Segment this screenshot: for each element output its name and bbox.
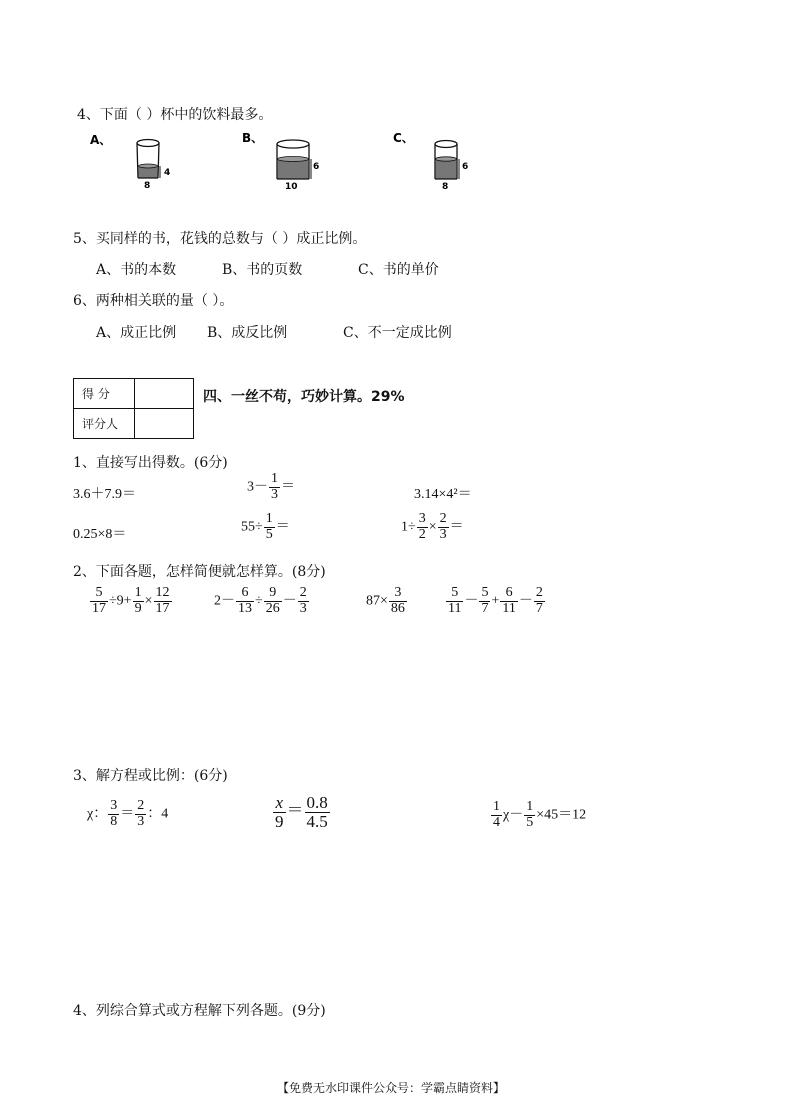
part-3-title: 3、解方程或比例：(6分): [73, 768, 228, 784]
fraction: $\frac{12}{17}$: [155, 585, 170, 616]
fraction: $\frac{3}{8}$: [110, 798, 118, 829]
p1-expr-1: 3.6＋7.9＝: [73, 487, 136, 502]
p1-expr-4: 0.25×8＝: [73, 527, 127, 542]
p1-expr-6: 1÷ $\frac{3}{2}$ × $\frac{2}{3}$ ＝: [401, 511, 464, 542]
fraction: $\frac{3}{2}$: [418, 511, 426, 542]
q5-option-b[interactable]: B、书的页数: [222, 262, 303, 278]
p3-expr-2: $\frac{x}{9}$ ＝ $\frac{0.8}{4.5}$: [275, 793, 328, 831]
fraction: $\frac{2}{7}$: [535, 585, 543, 616]
cup-b[interactable]: [242, 128, 352, 196]
p3-expr-1: χ： $\frac{3}{8}$ ＝ $\frac{2}{3}$ ：4: [87, 798, 169, 829]
cup-b-liquid: [278, 159, 309, 179]
fraction: $\frac{5}{7}$: [481, 585, 489, 616]
cup-b-width-mark: 10: [285, 182, 298, 192]
grader-label: 评分人: [74, 409, 135, 439]
grader-input-cell[interactable]: [135, 409, 194, 439]
q5-option-a[interactable]: A、书的本数: [96, 262, 177, 278]
fraction: $\frac{1}{9}$: [134, 585, 142, 616]
footer-note: 【免费无水印课件公众号：学霸点睛资料】: [277, 1081, 506, 1095]
cup-c-liquid: [436, 159, 457, 179]
cup-c-label: C、: [393, 131, 414, 145]
cup-a-label: A、: [90, 133, 112, 147]
p2-expr-1: $\frac{5}{17}$ ÷9+ $\frac{1}{9}$ × $\frac{12}{17}$: [92, 585, 170, 616]
p2-expr-2: 2－ $\frac{6}{13}$ ÷ $\frac{9}{26}$ － $\frac{2}{3}$: [214, 585, 307, 616]
p1-expr-2: 3－ $\frac{1}{3}$ ＝: [247, 471, 295, 502]
score-box: [73, 378, 194, 439]
fraction: $\frac{0.8}{4.5}$: [306, 793, 328, 831]
cup-c-drawing: [393, 128, 503, 192]
part-1-title: 1、直接写出得数。(6分): [73, 455, 228, 471]
fraction: $\frac{1}{5}$: [526, 799, 534, 830]
fraction: $\frac{6}{13}$: [238, 585, 252, 616]
fraction: $\frac{5}{17}$: [92, 585, 106, 616]
cup-a-width-mark: 8: [144, 181, 151, 191]
fraction: $\frac{1}{4}$: [493, 799, 500, 830]
p1-expr-5: 55÷ $\frac{1}{5}$ ＝: [241, 511, 290, 542]
section-4-title: 四、一丝不苟，巧妙计算。29%: [203, 389, 405, 405]
cup-a-height-mark: 4: [164, 168, 171, 178]
fraction: $\frac{1}{3}$: [271, 471, 278, 502]
question-6-text: 6、两种相关联的量（ ）。: [73, 293, 234, 309]
q6-option-a[interactable]: A、成正比例: [96, 325, 177, 341]
cup-c-height-mark: 6: [462, 162, 469, 172]
cup-b-drawing: [242, 128, 352, 192]
fraction: $\frac{3}{86}$: [390, 585, 405, 616]
question-4-text: 4、下面（ ）杯中的饮料最多。: [77, 107, 273, 123]
fraction: $\frac{5}{11}$: [448, 585, 462, 616]
p3-expr-3: $\frac{1}{4}$ χ－ $\frac{1}{5}$ ×45＝12: [493, 799, 587, 830]
part-2-title: 2、下面各题，怎样简便就怎样算。(8分): [73, 564, 326, 580]
q5-option-c[interactable]: C、书的单价: [358, 262, 439, 278]
score-label: 得 分: [74, 379, 135, 409]
fraction: $\frac{1}{5}$: [265, 511, 273, 542]
fraction: $\frac{9}{26}$: [265, 585, 280, 616]
p2-expr-4: $\frac{5}{11}$ － $\frac{5}{7}$ + $\frac{6}{11}$ － $\frac{2}{7}$: [448, 585, 543, 616]
p2-expr-3: 87× $\frac{3}{86}$: [366, 585, 405, 616]
q6-option-c[interactable]: C、不一定成比例: [343, 325, 452, 341]
fraction: $\frac{6}{11}$: [502, 585, 516, 616]
fraction: $\frac{2}{3}$: [439, 511, 447, 542]
cup-b-label: B、: [242, 131, 264, 145]
fraction: $\frac{x}{9}$: [275, 793, 284, 831]
cup-a[interactable]: [90, 130, 200, 196]
cup-a-drawing: [90, 130, 200, 192]
cup-b-height-mark: 6: [313, 162, 320, 172]
score-input-cell[interactable]: [135, 379, 194, 409]
p1-expr-3: 3.14×4²＝: [414, 487, 472, 502]
question-5-text: 5、买同样的书，花钱的总数与（ ）成正比例。: [73, 231, 367, 247]
q6-option-b[interactable]: B、成反比例: [207, 325, 288, 341]
cup-c[interactable]: [393, 128, 503, 196]
cup-c-width-mark: 8: [442, 182, 449, 192]
fraction: $\frac{2}{3}$: [137, 798, 145, 829]
fraction: $\frac{2}{3}$: [299, 585, 307, 616]
part-4-title: 4、列综合算式或方程解下列各题。(9分): [73, 1003, 326, 1019]
